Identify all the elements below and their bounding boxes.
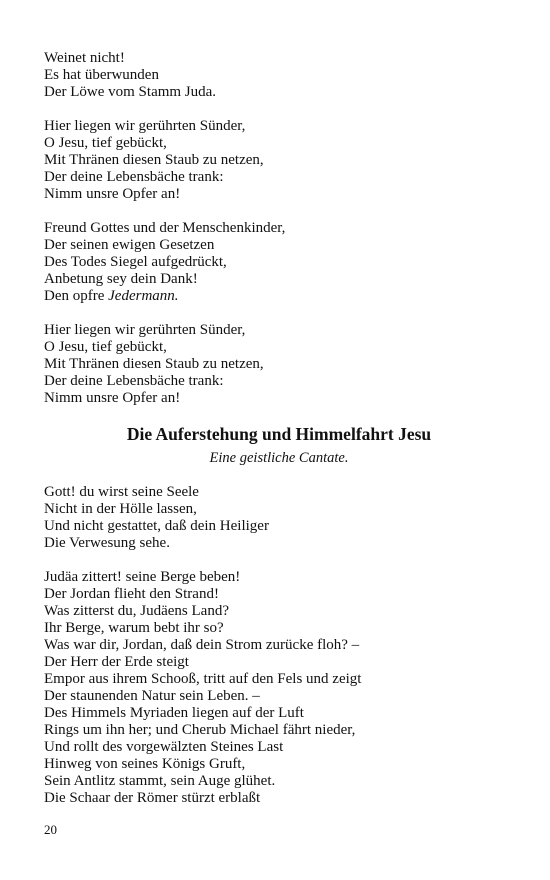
stanza xyxy=(44,118,514,203)
stanza xyxy=(44,220,514,305)
verse-line: Der deine Lebensbäche trank: xyxy=(44,169,224,185)
verse-line: Hier liegen wir gerührten Sünder, xyxy=(44,322,246,338)
verse-line: Gott! du wirst seine Seele xyxy=(44,484,199,500)
verse-line: Mit Thränen diesen Staub zu netzen, xyxy=(44,152,264,168)
stanza xyxy=(44,322,514,407)
stanza xyxy=(44,569,514,807)
section-subtitle: Eine geistliche Cantate. xyxy=(209,450,349,466)
verse-line: Was zitterst du, Judäens Land? xyxy=(44,603,229,619)
text-block xyxy=(44,50,514,824)
verse-text: Den opfre xyxy=(44,288,109,304)
verse-line: Des Todes Siegel aufgedrückt, xyxy=(44,254,227,270)
verse-line: Judäa zittert! seine Berge beben! xyxy=(44,569,241,585)
verse-line: Nimm unsre Opfer an! xyxy=(44,186,181,202)
verse-line: Was war dir, Jordan, daß dein Strom zurücke floh? – xyxy=(44,637,360,653)
verse-line: Mit Thränen diesen Staub zu netzen, xyxy=(44,356,264,372)
stanza xyxy=(44,50,514,101)
verse-line: Der seinen ewigen Gesetzen xyxy=(44,237,215,253)
verse-line: O Jesu, tief gebückt, xyxy=(44,339,167,355)
verse-line: Der deine Lebensbäche trank: xyxy=(44,373,224,389)
verse-line: Freund Gottes und der Menschenkinder, xyxy=(44,220,286,236)
verse-line: Ihr Berge, warum bebt ihr so? xyxy=(44,620,224,636)
verse-line: Es hat überwunden xyxy=(44,67,159,83)
verse-line: Der Herr der Erde steigt xyxy=(44,654,189,670)
verse-line: Hier liegen wir gerührten Sünder, xyxy=(44,118,246,134)
stanza xyxy=(44,484,514,552)
verse-line: Des Himmels Myriaden liegen auf der Luft xyxy=(44,705,304,721)
verse-line: Rings um ihn her; und Cherub Michael fährt nieder, xyxy=(44,722,356,738)
verse-line: Der Löwe vom Stamm Juda. xyxy=(44,84,217,100)
verse-line: Der staunenden Natur sein Leben. – xyxy=(44,688,260,704)
verse-line: Anbetung sey dein Dank! xyxy=(44,271,198,287)
section-title: Die Auferstehung und Himmelfahrt Jesu xyxy=(126,424,432,444)
verse-line: Sein Antlitz stammt, sein Auge glühet. xyxy=(44,773,276,789)
verse-line: Nimm unsre Opfer an! xyxy=(44,390,181,406)
verse-line: Und rollt des vorgewälzten Steines Last xyxy=(44,739,284,755)
verse-line: O Jesu, tief gebückt, xyxy=(44,135,167,151)
verse-line: Die Schaar der Römer stürzt erblaßt xyxy=(44,790,261,806)
page-number: 20 xyxy=(44,822,57,837)
emphasized-word: Jedermann. xyxy=(108,288,179,304)
verse-line: Weinet nicht! xyxy=(44,50,125,66)
verse-line: Der Jordan flieht den Strand! xyxy=(44,586,219,602)
verse-line xyxy=(44,288,514,305)
verse-line: Hinweg von seines Königs Gruft, xyxy=(44,756,246,772)
verse-line: Nicht in der Hölle lassen, xyxy=(44,501,197,517)
verse-line: Empor aus ihrem Schooß, tritt auf den Fels und zeigt xyxy=(44,671,362,687)
verse-line: Und nicht gestattet, daß dein Heiliger xyxy=(44,518,269,534)
verse-line: Die Verwesung sehe. xyxy=(44,535,170,551)
